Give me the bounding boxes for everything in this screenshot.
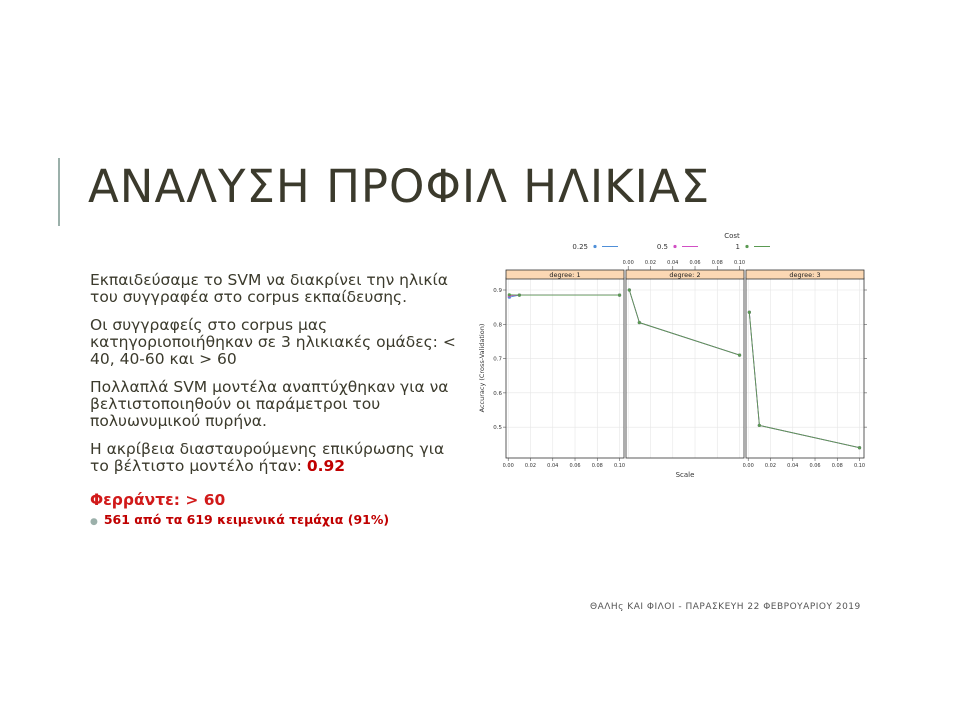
x-tick-label: 0.06 bbox=[569, 463, 581, 469]
x-tick-label: 0.04 bbox=[547, 463, 559, 469]
bullet-text: 561 από τα 619 κειμενικά τεμάχια (91%) bbox=[103, 512, 390, 527]
chart-svg bbox=[470, 228, 870, 488]
panel-frame bbox=[746, 278, 864, 458]
slide-footer: ΘΑΛΗς ΚΑΙ ΦΙΛΟΙ - ΠΑΡΑΣΚΕΥΗ 22 ΦΕΒΡΟΥΑΡΙΟΥ 2019 bbox=[590, 602, 861, 612]
data-point bbox=[738, 354, 741, 357]
x-axis-label: Scale bbox=[675, 471, 695, 479]
data-point bbox=[508, 293, 511, 296]
accuracy-text: Η ακρίβεια διασταυρούμενης επικύρωσης για το βέλτιστο μοντέλο ήταν: bbox=[90, 440, 445, 475]
y-axis-label: Accuracy (Cross-Validation) bbox=[478, 323, 486, 413]
prediction-highlight: Φερράντε: > 60 bbox=[90, 491, 226, 509]
paragraph-accuracy bbox=[90, 441, 460, 475]
y-tick-label: 0.7 bbox=[493, 356, 502, 363]
legend-label: 0.25 bbox=[572, 243, 588, 251]
paragraph-svm-models: Πολλαπλά SVM μοντέλα αναπτύχθηκαν για να βελτιστοποιηθούν οι παράμετροι του πολυωνυμικού πυρήνα. bbox=[90, 378, 449, 430]
x-tick-label-top: 0.00 bbox=[622, 260, 634, 266]
x-tick-label: 0.10 bbox=[853, 463, 866, 469]
x-tick-label: 0.08 bbox=[831, 463, 843, 469]
accuracy-value: 0.92 bbox=[306, 457, 346, 475]
legend-label: 1 bbox=[735, 243, 740, 251]
x-tick-label: 0.02 bbox=[764, 463, 777, 469]
title-accent-line bbox=[58, 158, 60, 226]
x-tick-label: 0.04 bbox=[787, 463, 799, 469]
data-point bbox=[628, 288, 631, 291]
x-tick-label-top: 0.08 bbox=[711, 260, 723, 266]
bullet-dot-icon: ● bbox=[90, 517, 98, 527]
panel-strip-label: degree: 2 bbox=[669, 271, 701, 279]
paragraph-age-groups: Οι συγγραφείς στο corpus μας κατηγοριοποιήθηκαν σε 3 ηλικιακές ομάδες: < 40, 40-60 και > 60 bbox=[90, 316, 456, 368]
x-tick-label-top: 0.10 bbox=[733, 260, 746, 266]
slide-title: ΑΝΑΛΥΣΗ ΠΡΟΦΙΛ ΗΛΙΚΙΑΣ bbox=[88, 160, 711, 213]
data-point bbox=[518, 294, 521, 297]
x-tick-label: 0.00 bbox=[502, 463, 514, 469]
y-tick-label: 0.9 bbox=[493, 288, 502, 294]
data-point bbox=[858, 446, 861, 449]
data-point bbox=[758, 424, 761, 427]
x-tick-label: 0.00 bbox=[742, 463, 754, 469]
x-tick-label-top: 0.02 bbox=[644, 260, 657, 266]
legend-point bbox=[673, 245, 676, 248]
data-point bbox=[748, 311, 751, 314]
x-tick-label: 0.10 bbox=[613, 463, 626, 469]
series-line bbox=[629, 290, 739, 355]
svm-accuracy-chart bbox=[470, 228, 870, 492]
bullet-item bbox=[90, 512, 460, 527]
data-point bbox=[618, 294, 621, 297]
y-tick-label: 0.6 bbox=[493, 390, 502, 397]
paragraph-svm-training: Εκπαιδεύσαμε το SVM να διακρίνει την ηλικία του συγγραφέα στο corpus εκπαίδευσης. bbox=[90, 271, 448, 306]
panel-frame bbox=[506, 278, 624, 458]
series-line bbox=[629, 290, 739, 355]
panel-frame bbox=[626, 278, 744, 458]
panel-strip-label: degree: 3 bbox=[789, 271, 821, 279]
x-tick-label-top: 0.06 bbox=[689, 260, 701, 266]
x-tick-label: 0.06 bbox=[809, 463, 821, 469]
x-tick-label: 0.08 bbox=[591, 463, 603, 469]
y-tick-label: 0.5 bbox=[493, 425, 502, 432]
legend-label: 0.5 bbox=[656, 243, 668, 251]
legend-title: Cost bbox=[724, 232, 740, 240]
data-point bbox=[638, 321, 641, 324]
panel-strip-label: degree: 1 bbox=[549, 271, 581, 279]
x-tick-label: 0.02 bbox=[524, 463, 537, 469]
legend-point bbox=[593, 245, 596, 248]
slide-body bbox=[90, 272, 460, 527]
series-line bbox=[629, 290, 739, 355]
legend-point bbox=[745, 245, 748, 248]
y-tick-label: 0.8 bbox=[493, 322, 502, 329]
x-tick-label-top: 0.04 bbox=[667, 260, 679, 266]
